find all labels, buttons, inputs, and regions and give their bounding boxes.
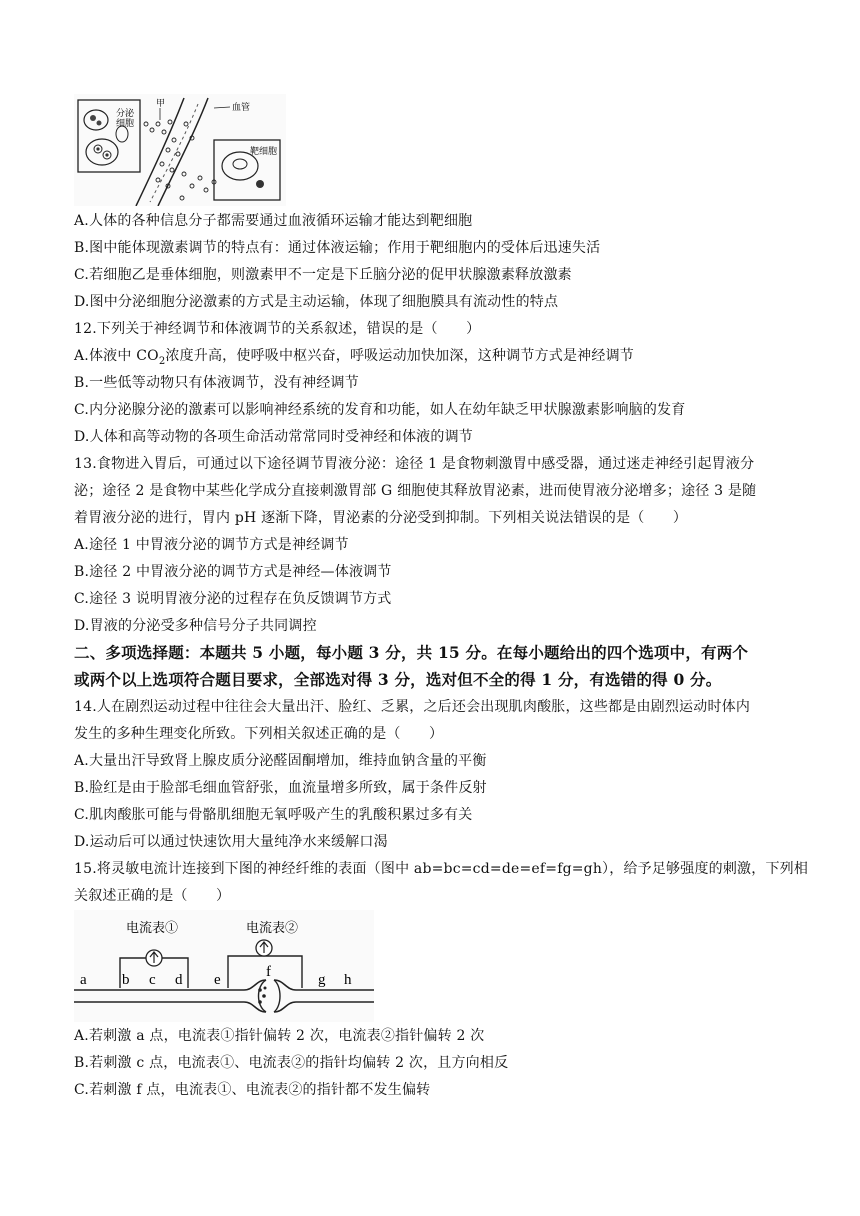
q14-option-a: A.大量出汗导致肾上腺皮质分泌醛固酮增加，维持血钠含量的平衡 (74, 753, 487, 769)
q11-option-b: B.图中能体现激素调节的特点有：通过体液运输；作用于靶细胞内的受体后迅速失活 (74, 240, 601, 256)
hormone-transport-figure (74, 94, 286, 206)
point-b: b (122, 972, 130, 988)
point-a: a (80, 972, 87, 988)
q11-option-a: A.人体的各种信息分子都需要通过血液循环运输才能达到靶细胞 (74, 213, 473, 229)
q13-stem-line1: 13.食物进入胃后，可通过以下途径调节胃液分泌：途径 1 是食物刺激胃中感受器，通过迷走神经引起胃液分 (74, 456, 755, 472)
q12-stem: 12.下列关于神经调节和体液调节的关系叙述，错误的是（ ） (74, 321, 481, 337)
q14-option-c: C.肌肉酸胀可能与骨骼肌细胞无氧呼吸产生的乳酸积累过多有关 (74, 807, 473, 823)
point-h: h (344, 972, 352, 988)
q15-stem-line1: 15.将灵敏电流计连接到下图的神经纤维的表面（图中 ab=bc=cd=de=ef=fg=gh），给予足够强度的刺激，下列相 (74, 861, 809, 877)
label-fenmi: 分泌 (116, 108, 135, 118)
label-xibao: 细胞 (116, 118, 135, 128)
point-c: c (149, 972, 156, 988)
q12-option-c: C.内分泌腺分泌的激素可以影响神经系统的发育和功能，如人在幼年缺乏甲状腺激素影响脑的发育 (74, 402, 686, 418)
point-e: e (214, 972, 221, 988)
meter2-label: 电流表② (246, 920, 299, 935)
label-jia: 甲 (156, 98, 166, 108)
q14-stem-line1: 14.人在剧烈运动过程中往往会大量出汗、脸红、乏累，之后还会出现肌肉酸胀，这些都是由剧烈运动时体内 (74, 699, 751, 715)
q12-option-d: D.人体和高等动物的各项生命活动常常同时受神经和体液的调节 (74, 429, 473, 445)
q13-option-d: D.胃液的分泌受多种信号分子共同调控 (74, 618, 317, 634)
q13-option-a: A.途径 1 中胃液分泌的调节方式是神经调节 (74, 537, 349, 553)
label-xueguan: 血管 (232, 102, 251, 112)
point-f: f (266, 964, 271, 980)
q12-option-b: B.一些低等动物只有体液调节，没有神经调节 (74, 375, 359, 391)
q15-option-c: C.若刺激 f 点，电流表①、电流表②的指针都不发生偏转 (74, 1082, 431, 1098)
q14-stem-line2: 发生的多种生理变化所致。下列相关叙述正确的是（ ） (74, 726, 444, 742)
q11-option-c: C.若细胞乙是垂体细胞，则激素甲不一定是下丘脑分泌的促甲状腺激素释放激素 (74, 267, 572, 283)
q13-option-c: C.途径 3 说明胃液分泌的过程存在负反馈调节方式 (74, 591, 392, 607)
section2-heading-line2: 或两个以上选项符合题目要求，全部选对得 3 分，选对但不全的得 1 分，有选错的得 0 分。 (74, 670, 722, 689)
point-g: g (318, 972, 326, 988)
q15-stem-line2: 关叙述正确的是（ ） (74, 888, 231, 904)
label-baxibao: 靶细胞 (250, 146, 278, 156)
meter1-label: 电流表① (126, 920, 179, 935)
point-d: d (175, 972, 183, 988)
q13-option-b: B.途径 2 中胃液分泌的调节方式是神经—体液调节 (74, 564, 392, 580)
q15-option-a: A.若刺激 a 点，电流表①指针偏转 2 次，电流表②指针偏转 2 次 (74, 1028, 485, 1044)
nerve-fiber-figure (74, 910, 374, 1022)
q11-option-d: D.图中分泌细胞分泌激素的方式是主动运输，体现了细胞膜具有流动性的特点 (74, 294, 559, 310)
q15-option-b: B.若刺激 c 点，电流表①、电流表②的指针均偏转 2 次，且方向相反 (74, 1055, 509, 1071)
q14-option-b: B.脸红是由于脸部毛细血管舒张，血流量增多所致，属于条件反射 (74, 780, 487, 796)
section2-heading-line1: 二、多项选择题：本题共 5 小题，每小题 3 分，共 15 分。在每小题给出的四个选项中，有两个 (74, 643, 749, 662)
q13-stem-line2: 泌；途径 2 是食物中某些化学成分直接刺激胃部 G 细胞使其释放胃泌素，进而使胃液分泌增多；途径 3 是随 (74, 483, 757, 499)
q12-option-a: A.体液中 $CO_2$浓度升高，使呼吸中枢兴奋，呼吸运动加快加深，这种调节方式是神经调节 (74, 348, 634, 367)
q13-stem-line3: 着胃液分泌的进行，胃内 pH 逐渐下降，胃泌素的分泌受到抑制。下列相关说法错误的是（ ） (74, 510, 688, 526)
q14-option-d: D.运动后可以通过快速饮用大量纯净水来缓解口渴 (74, 834, 388, 850)
